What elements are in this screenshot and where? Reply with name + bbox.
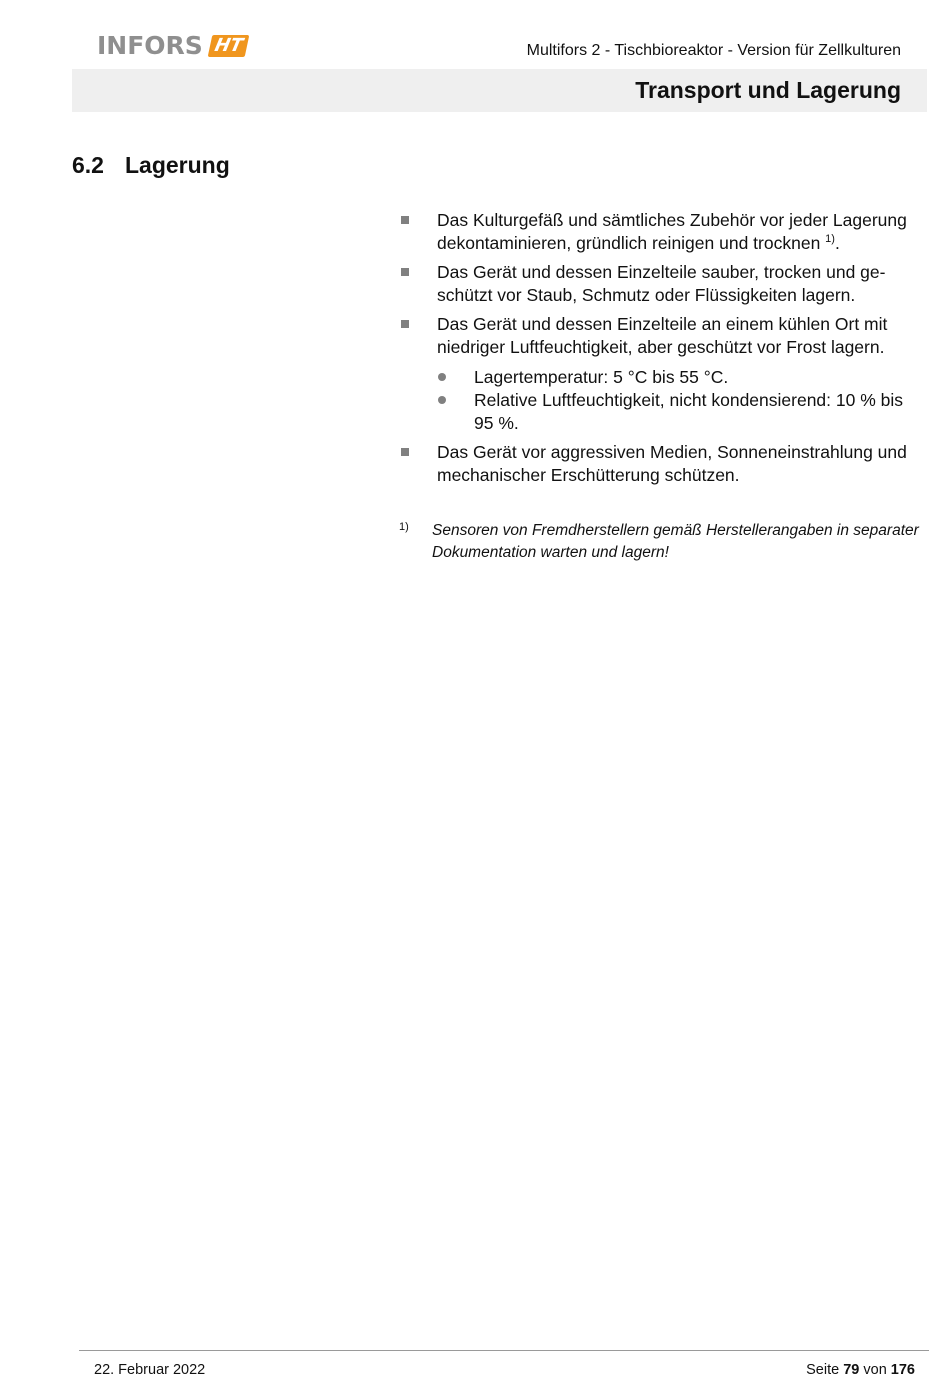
footnote [399,520,924,564]
section-number: 6.2 [72,152,104,178]
list-item-text: Das Gerät vor aggressiven Medien, Sonneneinstrahlung und mechanischer Erschütterung schützen. [437,442,907,485]
document-title: Multifors 2 - Tischbioreaktor - Version für Zellkulturen [526,42,901,59]
footer-date: 22. Februar 2022 [94,1362,206,1378]
chapter-header-band [72,69,927,112]
chapter-title: Transport und Lagerung [635,77,901,103]
total-pages: 176 [890,1362,915,1378]
square-bullet-icon [401,320,409,328]
page-separator: von [859,1362,891,1378]
sublist-item-text: Relative Luftfeuchtigkeit, nicht kondensierend: 10 % bis 95 %. [474,390,904,433]
storage-conditions-sublist [399,366,924,435]
list-item-text-end: . [834,233,840,253]
section-title: Lagerung [125,152,230,178]
brand-logo [97,33,247,59]
list-item-text: Das Gerät und dessen Einzelteile an einem kühlen Ort mit niedriger Luftfeuchtigkeit, aber geschützt vor Frost lagern. [437,314,888,357]
footnote-mark: 1) [399,521,409,533]
storage-instructions [399,209,924,493]
sublist-item-text: Lagertemperatur: 5 °C bis 55 °C. [474,367,729,387]
list-item-text: Das Kulturgefäß und sämtliches Zubehör vor jeder Lagerung dekontaminieren, gründlich reinigen und trocknen [437,210,907,253]
footer-divider [79,1350,929,1351]
list-item [399,209,924,255]
round-bullet-icon [438,373,446,381]
current-page: 79 [843,1362,860,1378]
footnote-reference: 1) [825,233,835,246]
round-bullet-icon [438,396,446,404]
page-number [806,1362,915,1378]
sublist-item [399,366,924,389]
logo-wordmark: INFORS [97,31,203,60]
square-bullet-icon [401,216,409,224]
list-item [399,261,924,307]
list-item [399,313,924,359]
logo-ht-mark: HT [207,35,249,57]
section-heading [72,152,230,179]
footnote-text: Sensoren von Fremdherstellern gemäß Herstellerangaben in separater Dokumentation warten und lagern! [432,522,919,561]
sublist-item [399,389,924,435]
square-bullet-icon [401,268,409,276]
square-bullet-icon [401,448,409,456]
page-label: Seite [806,1362,844,1378]
list-item-text: Das Gerät und dessen Einzelteile sauber, trocken und geschützt vor Staub, Schmutz oder Flüssigkeiten lagern. [437,262,886,305]
list-item [399,441,924,487]
